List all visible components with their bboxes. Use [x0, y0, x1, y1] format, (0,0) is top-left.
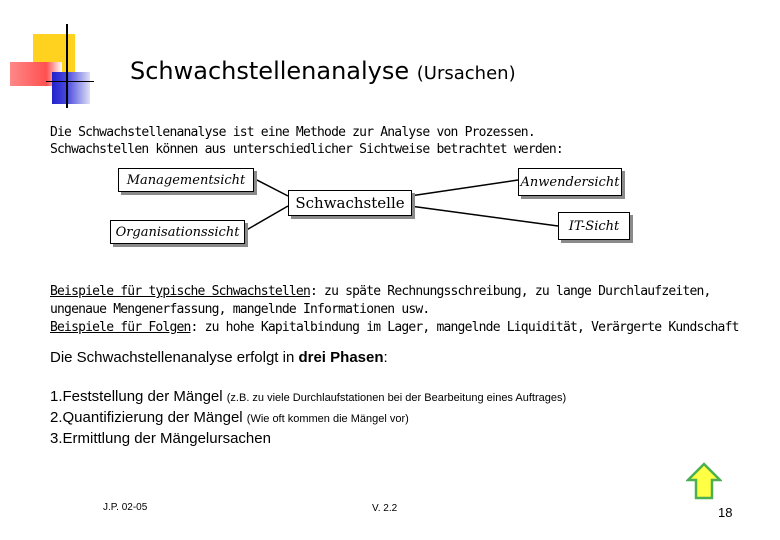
weakness-center-box: Schwachstelle: [288, 190, 412, 216]
connector-organisation: [243, 206, 288, 232]
examples-line-3: [50, 319, 739, 337]
phase-item: [50, 429, 566, 449]
phase-1-note: (z.B. zu viele Durchlaufstationen bei der Bearbeitung eines Auftrages): [226, 392, 567, 404]
phase-2-main: 2.Quantifizierung der Mängel: [50, 409, 247, 426]
user-view-box: Anwendersicht: [518, 168, 622, 196]
phase-2-note: (Wie oft kommen die Mängel vor): [246, 413, 409, 425]
management-view-box: Managementsicht: [118, 168, 254, 192]
examples-line-2: ungenaue Mengenerfassung, mangelnde Informationen usw.: [50, 302, 430, 317]
footer-version: V. 2.2: [372, 503, 398, 514]
it-view-box: IT-Sicht: [558, 212, 630, 240]
phases-list: [50, 387, 566, 449]
phase-item: [50, 408, 566, 429]
phases-intro-bold: drei Phasen: [298, 349, 384, 366]
intro-line-1: Die Schwachstellenanalyse ist eine Methode zur Analyse von Prozessen.: [50, 125, 535, 140]
examples-text: [50, 283, 739, 337]
page-number: 18: [718, 505, 733, 520]
title-sub: (Ursachen): [416, 63, 516, 84]
examples-text-consequences: : zu hohe Kapitalbindung im Lager, mangelnde Liquidität, Verärgerte Kundschaft: [190, 320, 739, 335]
connector-it: [410, 206, 558, 226]
organisation-view-box: Organisationssicht: [110, 220, 245, 244]
examples-label-weaknesses: Beispiele für typische Schwachstellen: [50, 284, 310, 299]
phase-item: [50, 387, 566, 408]
intro-line-2: Schwachstellen können aus unterschiedlicher Sichtweise betrachtet werden:: [50, 142, 563, 157]
phase-3-main: 3.Ermittlung der Mängelursachen: [50, 430, 271, 447]
title-main: Schwachstellenanalyse: [130, 57, 410, 85]
examples-label-consequences: Beispiele für Folgen: [50, 320, 191, 335]
phases-intro-prefix: Die Schwachstellenanalyse erfolgt in: [50, 349, 299, 366]
examples-line-1: [50, 283, 739, 301]
connector-management: [253, 178, 288, 196]
phases-intro-suffix: :: [383, 349, 388, 366]
phase-1-main: 1.Feststellung der Mängel: [50, 388, 227, 405]
examples-text-weaknesses: : zu späte Rechnungsschreibung, zu lange Durchlaufzeiten,: [310, 284, 711, 299]
phases-intro: [50, 349, 388, 366]
connector-user: [410, 180, 518, 196]
up-arrow-icon[interactable]: [686, 462, 722, 504]
footer-author: J.P. 02-05: [103, 502, 148, 513]
